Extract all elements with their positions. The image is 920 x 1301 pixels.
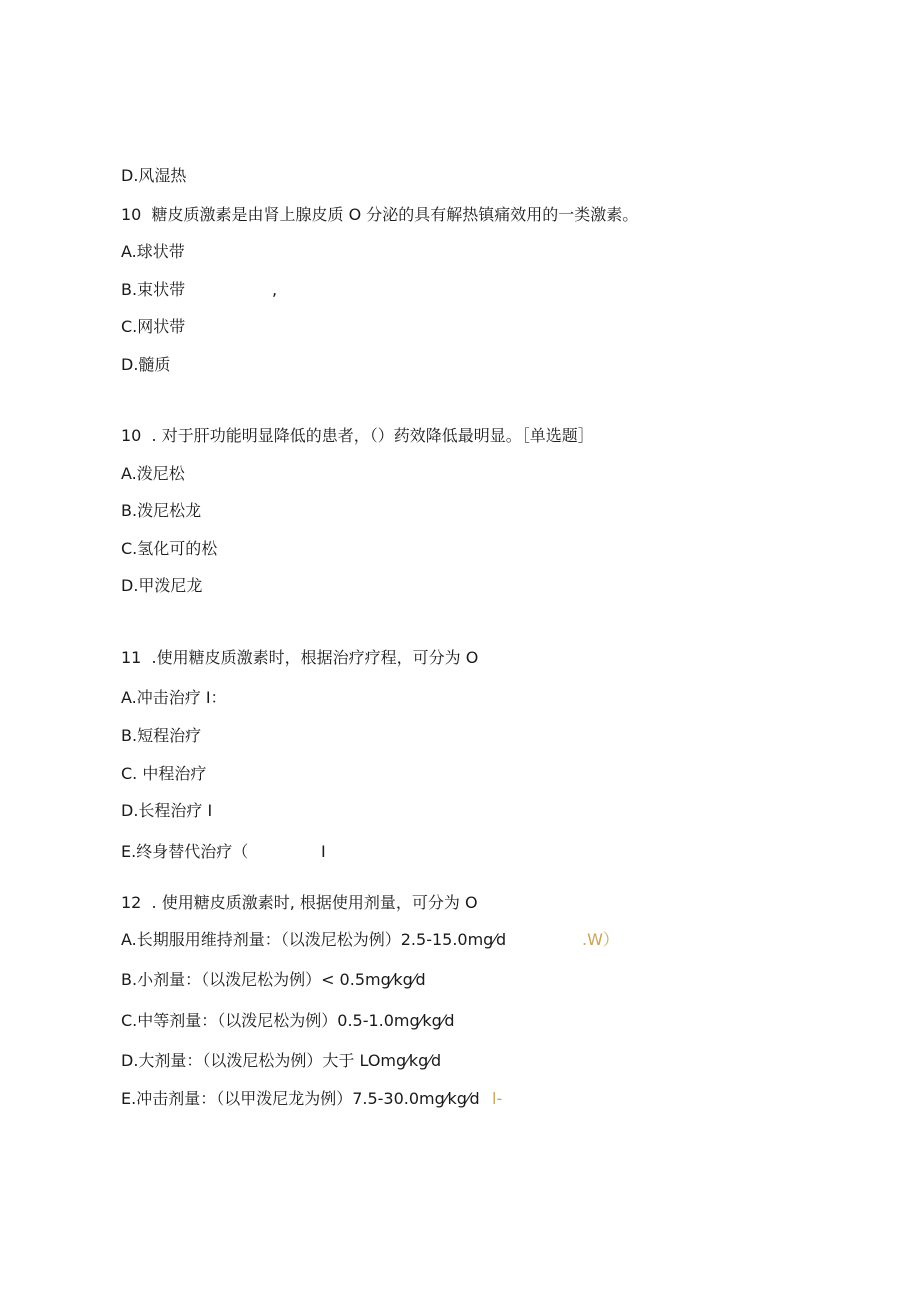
option-a: A.泼尼松 xyxy=(121,464,185,483)
option-a: A.长期服用维持剂量：（以泼尼松为例）2.5-15.0mg⁄d xyxy=(121,930,507,949)
option-b: B.短程治疗 xyxy=(121,726,202,745)
option-c: C. 中程治疗 xyxy=(121,764,207,783)
option-d: D.长程治疗 I xyxy=(121,801,213,820)
option-b: B.泼尼松龙 xyxy=(121,501,202,520)
option-a-tail: .W） xyxy=(582,930,619,949)
option-d: D.大剂量：（以泼尼松为例）大于 LOmg⁄kg⁄d xyxy=(121,1051,442,1070)
option-e-tail: I xyxy=(321,842,326,861)
option-e: E.终身替代治疗（ xyxy=(121,842,249,861)
option-a: A.球状带 xyxy=(121,242,185,261)
option-e: E.冲击剂量：（以甲泼尼龙为例）7.5-30.0mg⁄kg⁄d xyxy=(121,1089,480,1108)
option-e-tail: l- xyxy=(492,1089,503,1108)
question-stem: 12 . 使用糖皮质激素时, 根据使用剂量，可分为 O xyxy=(121,893,478,912)
option-c: C.中等剂量：（以泼尼松为例）0.5-1.0mg⁄kg⁄d xyxy=(121,1011,455,1030)
option-c: C.网状带 xyxy=(121,317,186,336)
option-d: D.风湿热 xyxy=(121,166,187,185)
option-a: A.冲击治疗 I： xyxy=(121,688,227,707)
option-c: C.氢化可的松 xyxy=(121,539,218,558)
question-stem: 11 .使用糖皮质激素时，根据治疗疗程，可分为 O xyxy=(121,648,479,667)
stray-mark: , xyxy=(272,280,278,299)
question-stem: 10 糖皮质激素是由肾上腺皮质 O 分泌的具有解热镇痛效用的一类激素。 xyxy=(121,205,639,224)
question-stem: 10 . 对于肝功能明显降低的患者，（）药效降低最明显。［单选题］ xyxy=(121,426,594,445)
option-b: B.小剂量：（以泼尼松为例）< 0.5mg⁄kg⁄d xyxy=(121,970,426,989)
option-d: D.甲泼尼龙 xyxy=(121,576,203,595)
option-b: B.束状带 xyxy=(121,280,186,299)
option-d: D.髓质 xyxy=(121,355,171,374)
